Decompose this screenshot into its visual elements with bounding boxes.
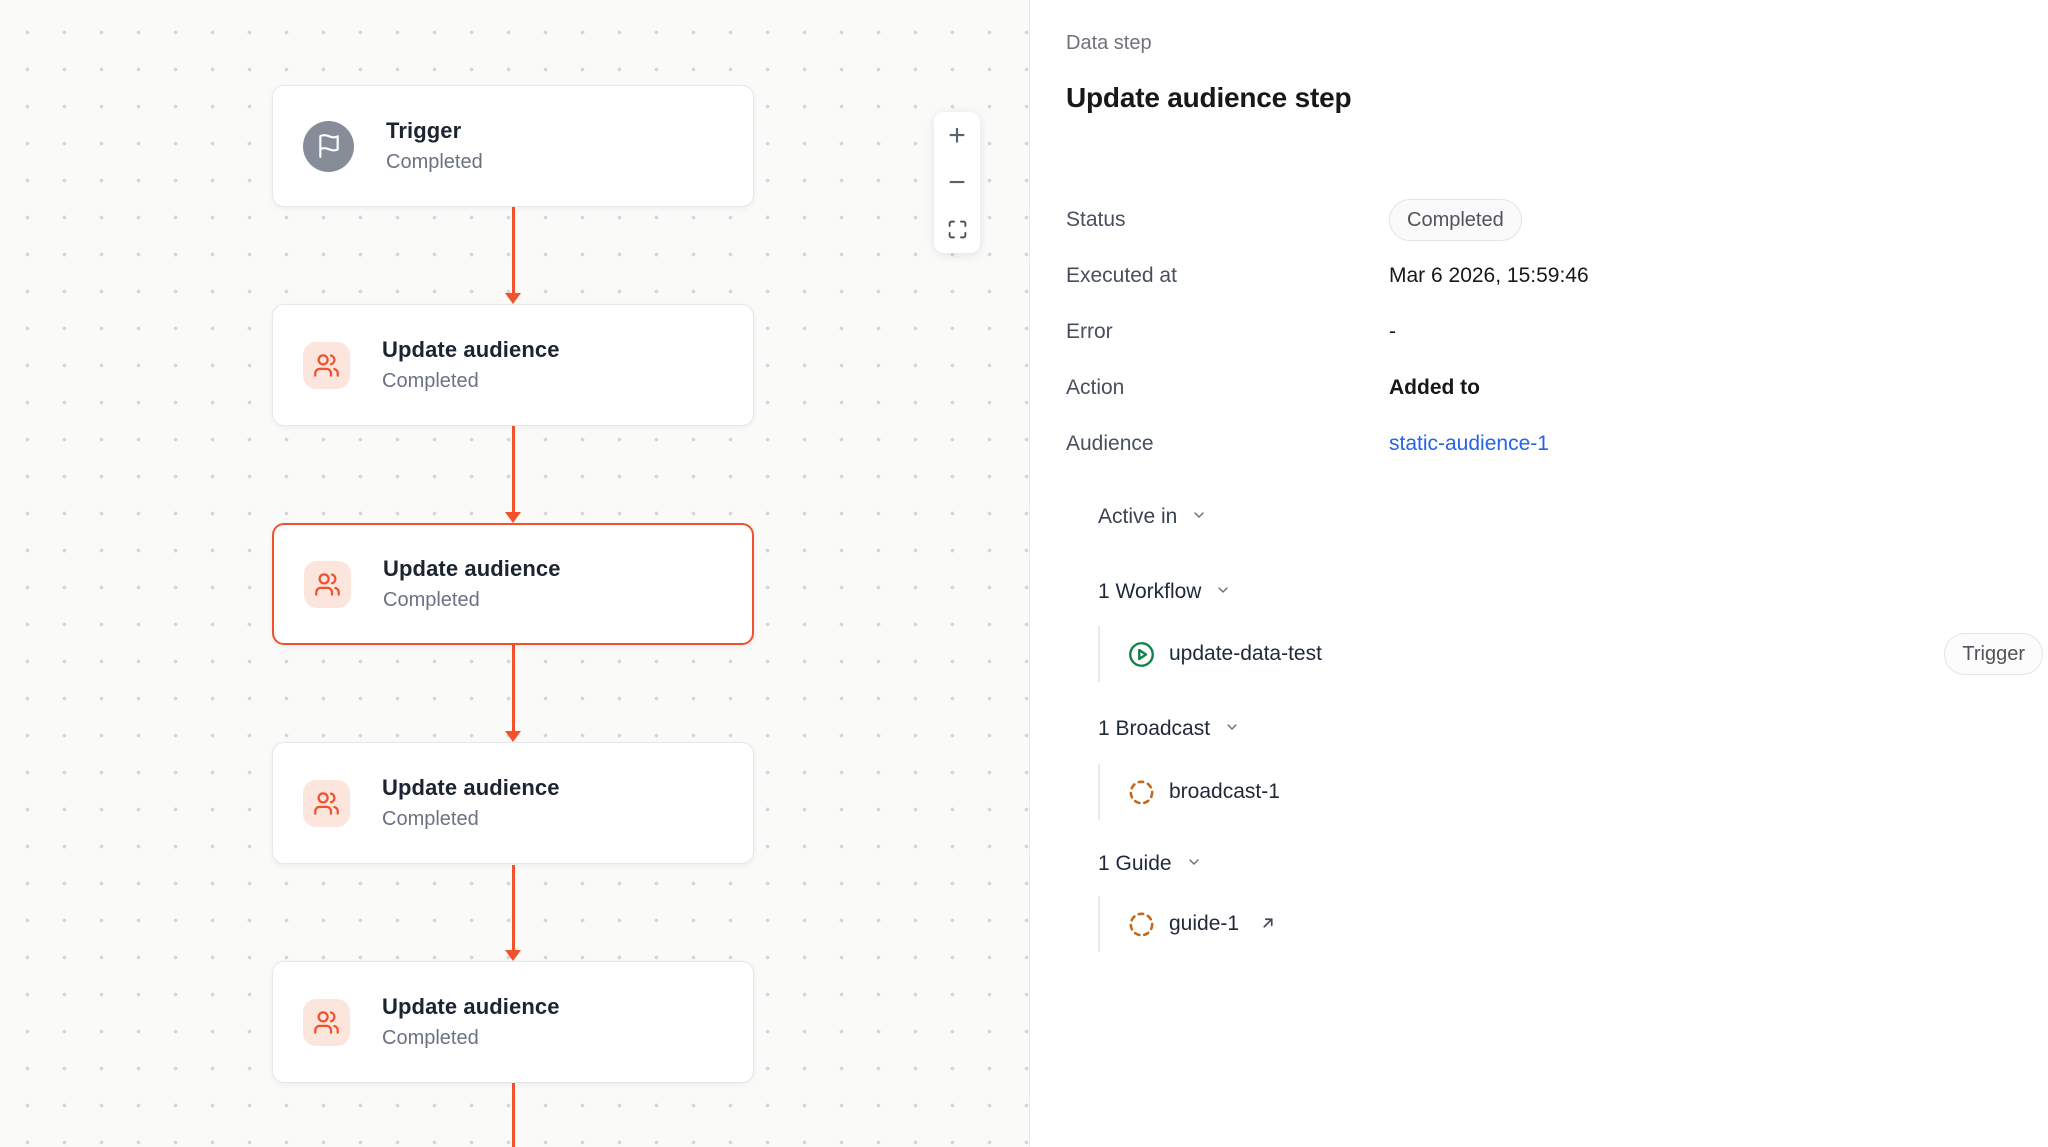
node-status: Completed [382, 1027, 479, 1049]
field-row-action [1066, 360, 2043, 416]
external-link-icon[interactable] [1259, 914, 1277, 932]
guide-item-name[interactable]: guide-1 [1169, 912, 1240, 935]
field-label: Action [1066, 376, 1125, 399]
node-update-audience-4[interactable] [272, 961, 754, 1083]
field-label: Executed at [1066, 264, 1177, 287]
chevron-down-icon [1186, 854, 1202, 875]
node-status: Completed [382, 808, 479, 830]
node-title: Trigger [386, 118, 462, 143]
node-title: Update audience [382, 994, 560, 1019]
dashed-circle-icon [1128, 779, 1155, 806]
workflow-group-label: 1 Workflow [1098, 580, 1202, 603]
play-circle-icon [1128, 641, 1155, 668]
field-label: Audience [1066, 432, 1154, 455]
node-update-audience-1[interactable] [272, 304, 754, 426]
active-in-section [1098, 502, 2043, 952]
active-in-toggle[interactable] [1098, 502, 2043, 532]
field-row-audience [1066, 416, 2043, 472]
step-type-label: Data step [1066, 32, 1152, 54]
broadcast-item-name[interactable]: broadcast-1 [1169, 780, 1280, 803]
node-trigger[interactable] [272, 85, 754, 207]
chevron-down-icon [1215, 582, 1231, 603]
zoom-in-button[interactable] [934, 112, 980, 159]
status-badge: Completed [1389, 199, 1522, 241]
zoom-out-button[interactable] [934, 159, 980, 206]
users-icon [304, 561, 351, 608]
dashed-circle-icon [1128, 911, 1155, 938]
flag-icon [303, 121, 354, 172]
step-fields [1066, 192, 2043, 472]
guide-item-row[interactable] [1098, 896, 2043, 952]
fit-view-button[interactable] [934, 206, 980, 253]
canvas-zoom-controls [934, 112, 980, 253]
node-status: Completed [382, 370, 479, 392]
minus-icon: − [948, 165, 966, 199]
details-panel [1030, 0, 2048, 1147]
page-title: Update audience step [1066, 82, 1352, 113]
node-update-audience-2-selected[interactable] [272, 523, 754, 645]
node-title: Update audience [382, 337, 560, 362]
field-row-status [1066, 192, 2043, 248]
field-row-executed-at [1066, 248, 2043, 304]
field-label: Error [1066, 320, 1113, 343]
workflow-group-toggle[interactable] [1098, 577, 2043, 607]
trigger-tag-badge: Trigger [1944, 633, 2043, 675]
field-row-error [1066, 304, 2043, 360]
fit-view-icon [947, 219, 968, 240]
broadcast-group-toggle[interactable] [1098, 714, 2043, 744]
action-value: Added to [1389, 376, 1480, 399]
workflow-item-row[interactable] [1098, 626, 2043, 682]
chevron-down-icon [1224, 719, 1240, 740]
node-title: Update audience [382, 775, 560, 800]
node-status: Completed [386, 151, 483, 173]
audience-link[interactable]: static-audience-1 [1389, 432, 1549, 455]
chevron-down-icon [1191, 507, 1207, 528]
node-title: Update audience [383, 556, 561, 581]
broadcast-item-row[interactable] [1098, 764, 2043, 820]
users-icon [303, 780, 350, 827]
node-update-audience-3[interactable] [272, 742, 754, 864]
users-icon [303, 342, 350, 389]
node-status: Completed [383, 589, 480, 611]
workflow-item-name[interactable]: update-data-test [1169, 642, 1322, 665]
active-in-label: Active in [1098, 505, 1178, 528]
guide-group-toggle[interactable] [1098, 849, 2043, 879]
plus-icon: + [948, 118, 966, 152]
users-icon [303, 999, 350, 1046]
field-label: Status [1066, 208, 1126, 231]
error-value: - [1389, 320, 1396, 343]
executed-at-value: Mar 6 2026, 15:59:46 [1389, 264, 1589, 287]
guide-group-label: 1 Guide [1098, 852, 1172, 875]
broadcast-group-label: 1 Broadcast [1098, 717, 1211, 740]
